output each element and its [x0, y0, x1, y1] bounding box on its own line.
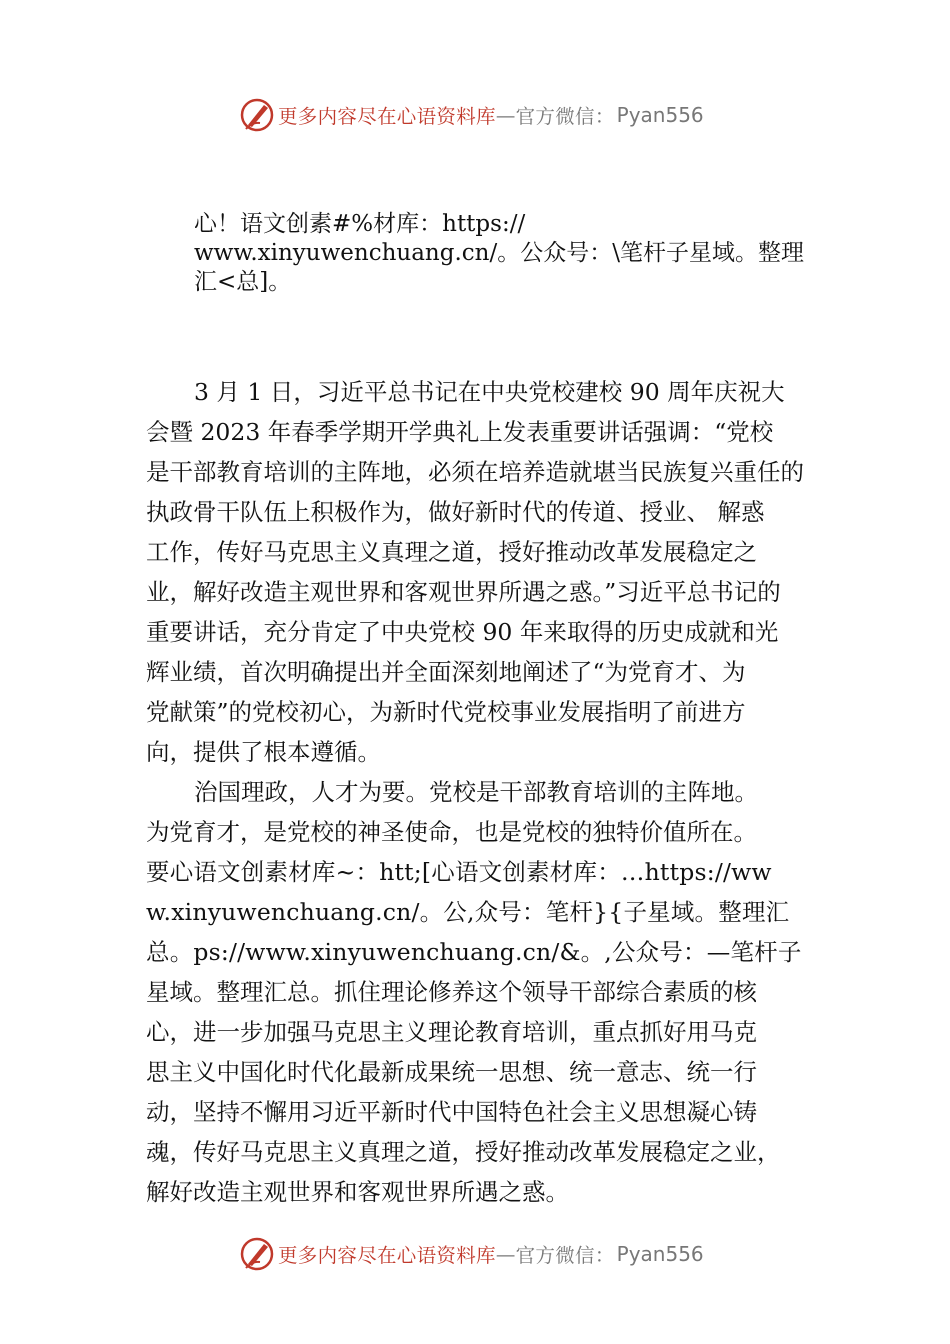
body-line: 党献策”的党校初心，为新时代党校事业发展指明了前进方 [146, 698, 746, 726]
body-line: 魂，传好马克思主义真理之道，授好推动改革发展稳定之业， [146, 1138, 781, 1166]
banner-dash: — [495, 1242, 516, 1266]
banner-dash: — [495, 103, 516, 127]
body-line: 重要讲话，充分肯定了中央党校 90 年来取得的历史成就和光 [146, 618, 779, 646]
body-line: 为党育才，是党校的神圣使命，也是党校的独特价值所在。 [146, 818, 757, 846]
source-note-line: 汇<总]。 [194, 269, 292, 295]
pen-circle-logo-icon [238, 96, 276, 134]
banner-wechat-id: Pyan556 [616, 1242, 704, 1266]
body-line: 会暨 2023 年春季学期开学典礼上发表重要讲话强调：“党校 [146, 418, 774, 446]
source-note [194, 210, 834, 297]
body-line: 3 月 1 日，习近平总书记在中央党校建校 90 周年庆祝大 [194, 378, 785, 406]
body-line: 执政骨干队伍上积极作为，做好新时代的传道、授业、 解惑 [146, 498, 765, 526]
body-line: 治国理政，人才为要。党校是干部教育培训的主阵地。 [194, 778, 758, 806]
body-line: 工作，传好马克思主义真理之道，授好推动改革发展稳定之 [146, 538, 757, 566]
banner-wechat-label: 官方微信： [515, 1244, 615, 1267]
body-line: 业，解好改造主观世界和客观世界所遇之惑。”习近平总书记的 [146, 578, 781, 606]
body-line: 解好改造主观世界和客观世界所遇之惑。 [146, 1178, 569, 1206]
pen-circle-logo-icon [238, 1235, 276, 1273]
article-body [146, 372, 846, 1212]
source-note-line: 心！语文创素#%材库：https:// [194, 211, 526, 237]
banner-wechat-id: Pyan556 [616, 103, 704, 127]
body-line: 动，坚持不懈用习近平新时代中国特色社会主义思想凝心铸 [146, 1098, 757, 1126]
header-banner [238, 95, 738, 135]
footer-banner [238, 1234, 738, 1274]
body-line: 是干部教育培训的主阵地，必须在培养造就堪当民族复兴重任的 [146, 458, 804, 486]
body-line: 思主义中国化时代化最新成果统一思想、统一意志、统一行 [146, 1058, 757, 1086]
body-line: 星域。整理汇总。抓住理论修养这个领导干部综合素质的核 [146, 978, 757, 1006]
body-line: 辉业绩，首次明确提出并全面深刻地阐述了“为党育才、为 [146, 658, 746, 686]
body-line: 要心语文创素材库~：htt;[心语文创素材库：…https://ww [146, 858, 772, 886]
banner-main-text: 更多内容尽在心语资料库 [278, 1244, 496, 1267]
banner-wechat-label: 官方微信： [515, 105, 615, 128]
banner-main-text: 更多内容尽在心语资料库 [278, 105, 496, 128]
body-line: 向，提供了根本遵循。 [146, 738, 381, 766]
body-line: 心，进一步加强马克思主义理论教育培训，重点抓好用马克 [146, 1018, 757, 1046]
body-line: 总。ps://www.xinyuwenchuang.cn/&。,公众号：—笔杆子 [146, 938, 802, 966]
source-note-line: www.xinyuwenchuang.cn/。公众号：\笔杆子星域。整理 [194, 240, 804, 266]
body-line: w.xinyuwenchuang.cn/。公,众号：笔杆}{子星域。整理汇 [146, 898, 790, 926]
